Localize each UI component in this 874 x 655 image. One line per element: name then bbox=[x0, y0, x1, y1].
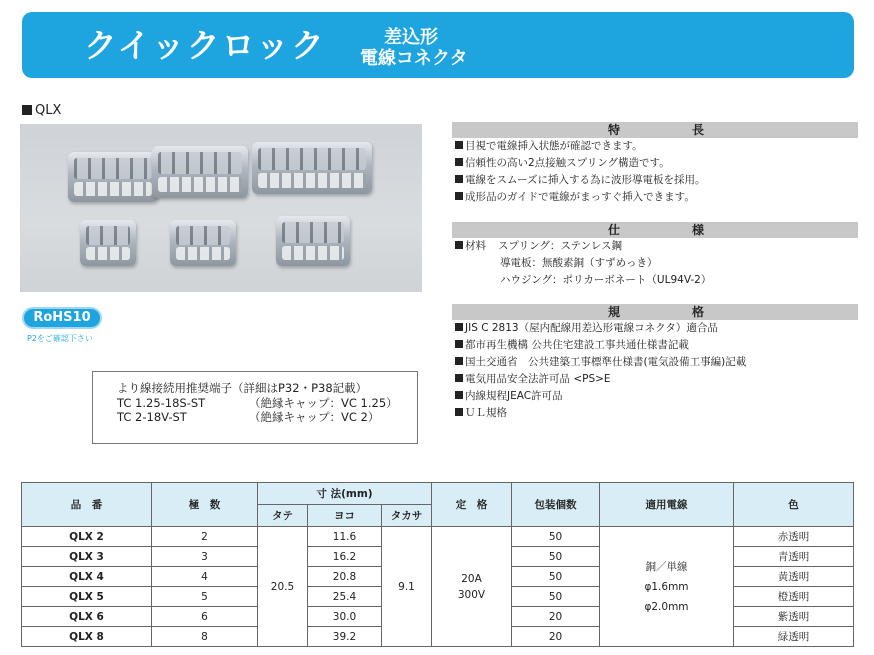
cell-rating: 20A 300V bbox=[432, 527, 512, 647]
standard-item: 都市再生機構 公共住宅建設工事共通仕様書記載 bbox=[455, 339, 689, 352]
recommended-terminals-box bbox=[92, 371, 418, 444]
cell-yoko: 39.2 bbox=[308, 627, 382, 647]
header-tate: タテ bbox=[258, 505, 308, 527]
header-wire: 適用電線 bbox=[600, 483, 734, 527]
bullet-square-icon bbox=[455, 391, 463, 399]
features-heading bbox=[452, 122, 858, 138]
bullet-square-icon bbox=[455, 241, 463, 249]
cell-color: 黄透明 bbox=[734, 567, 854, 587]
cell-pack: 50 bbox=[512, 567, 600, 587]
title-banner bbox=[22, 12, 854, 78]
feature-item: 目視で電線挿入状態が確認できます。 bbox=[455, 140, 643, 153]
cell-product: QLX 4 bbox=[22, 567, 152, 587]
bullet-square-icon bbox=[455, 323, 463, 331]
connector-image-qlx3 bbox=[170, 220, 236, 266]
cell-yoko: 30.0 bbox=[308, 607, 382, 627]
cell-pack: 20 bbox=[512, 627, 600, 647]
bullet-square-icon bbox=[455, 374, 463, 382]
cell-pack: 50 bbox=[512, 587, 600, 607]
bullet-square-icon bbox=[455, 192, 463, 200]
header-yoko: ヨコ bbox=[308, 505, 382, 527]
spec-line: ハウジング：ポリカーボネート（UL94V-2） bbox=[500, 274, 712, 286]
cell-color: 緑透明 bbox=[734, 627, 854, 647]
cell-yoko: 16.2 bbox=[308, 547, 382, 567]
product-spec-table bbox=[21, 482, 854, 647]
connector-image-qlx4 bbox=[68, 152, 158, 202]
cell-poles: 6 bbox=[152, 607, 258, 627]
model-label bbox=[22, 103, 61, 118]
bullet-square-icon bbox=[455, 158, 463, 166]
cell-pack: 20 bbox=[512, 607, 600, 627]
cell-product: QLX 6 bbox=[22, 607, 152, 627]
spec-material: 材料 スプリング：ステンレス鋼 bbox=[455, 240, 622, 253]
connector-image-qlx8 bbox=[252, 142, 372, 194]
standards-heading bbox=[452, 304, 858, 320]
header-rating: 定 格 bbox=[432, 483, 512, 527]
terminal-cap: （絶縁キャップ：VC 2） bbox=[249, 410, 380, 424]
cell-color: 赤透明 bbox=[734, 527, 854, 547]
bullet-square-icon bbox=[455, 408, 463, 416]
header-color: 色 bbox=[734, 483, 854, 527]
cell-pack: 50 bbox=[512, 547, 600, 567]
standards-heading-left: 規 bbox=[608, 305, 621, 319]
cell-yoko: 20.8 bbox=[308, 567, 382, 587]
cell-takasa: 9.1 bbox=[382, 527, 432, 647]
feature-item: 成形品のガイドで電線がまっすぐ挿入できます。 bbox=[455, 191, 695, 204]
terminal-name: TC 2-18V-ST bbox=[117, 410, 187, 424]
cell-color: 青透明 bbox=[734, 547, 854, 567]
header-dimensions: 寸 法(mm) bbox=[258, 483, 432, 505]
bullet-square-icon bbox=[22, 105, 32, 115]
cell-color: 橙透明 bbox=[734, 587, 854, 607]
header-pack: 包装個数 bbox=[512, 483, 600, 527]
cell-product: QLX 2 bbox=[22, 527, 152, 547]
header-poles: 極 数 bbox=[152, 483, 258, 527]
cell-pack: 50 bbox=[512, 527, 600, 547]
cell-poles: 3 bbox=[152, 547, 258, 567]
standard-item: JIS C 2813（屋内配線用差込形電線コネクタ）適合品 bbox=[455, 322, 718, 335]
cell-poles: 4 bbox=[152, 567, 258, 587]
cell-product: QLX 5 bbox=[22, 587, 152, 607]
features-heading-left: 特 bbox=[608, 123, 621, 137]
header-takasa: タカサ bbox=[382, 505, 432, 527]
connector-image-qlx2 bbox=[80, 220, 136, 266]
features-heading-right: 長 bbox=[692, 123, 705, 137]
banner-subtitle-line1: 差込形 bbox=[384, 27, 438, 48]
connector-image-qlx6 bbox=[152, 146, 248, 198]
spec-material-label: 材料 bbox=[465, 240, 486, 252]
cell-poles: 8 bbox=[152, 627, 258, 647]
bullet-square-icon bbox=[455, 175, 463, 183]
banner-title: クイックロック bbox=[84, 26, 327, 65]
feature-item: 信頼性の高い2点接触スプリング構造です。 bbox=[455, 157, 670, 170]
model-label-text: QLX bbox=[35, 103, 62, 118]
bullet-square-icon bbox=[455, 357, 463, 365]
standard-item: 内線規程JEAC許可品 bbox=[455, 390, 563, 403]
standards-heading-right: 格 bbox=[692, 305, 705, 319]
cell-product: QLX 8 bbox=[22, 627, 152, 647]
standard-item: ＵＬ規格 bbox=[455, 407, 507, 420]
connector-image-qlx5 bbox=[276, 216, 350, 266]
bullet-square-icon bbox=[455, 340, 463, 348]
rohs-badge: RoHS10 bbox=[22, 307, 102, 329]
cell-wire: 銅／単線 φ1.6mm φ2.0mm bbox=[600, 527, 734, 647]
cell-yoko: 11.6 bbox=[308, 527, 382, 547]
bullet-square-icon bbox=[455, 141, 463, 149]
table-row bbox=[22, 527, 854, 547]
cell-poles: 5 bbox=[152, 587, 258, 607]
feature-item: 電線をスムーズに挿入する為に波形導電板を採用。 bbox=[455, 174, 705, 187]
spec-line: 導電板：無酸素銅（すずめっき） bbox=[500, 257, 658, 269]
specs-heading-left: 仕 bbox=[608, 223, 621, 237]
header-product: 品 番 bbox=[22, 483, 152, 527]
rohs-note: P2をご確認下さい bbox=[27, 334, 93, 343]
cell-tate: 20.5 bbox=[258, 527, 308, 647]
cell-poles: 2 bbox=[152, 527, 258, 547]
terminals-heading: より線接続用推奨端子（詳細はP32・P38記載） bbox=[117, 381, 368, 395]
banner-subtitle-line2: 電線コネクタ bbox=[360, 48, 468, 69]
banner-subtitle bbox=[360, 27, 468, 69]
standard-item: 電気用品安全法許可品 <PS>E bbox=[455, 373, 611, 386]
specs-heading bbox=[452, 222, 858, 238]
terminal-name: TC 1.25-18S-ST bbox=[117, 396, 206, 410]
cell-product: QLX 3 bbox=[22, 547, 152, 567]
cell-color: 紫透明 bbox=[734, 607, 854, 627]
standard-item: 国土交通省 公共建築工事標準仕様書(電気設備工事編)記載 bbox=[455, 356, 746, 369]
cell-yoko: 25.4 bbox=[308, 587, 382, 607]
terminal-cap: （絶縁キャップ：VC 1.25） bbox=[249, 396, 398, 410]
product-photo bbox=[20, 124, 422, 292]
specs-heading-right: 様 bbox=[692, 223, 705, 237]
